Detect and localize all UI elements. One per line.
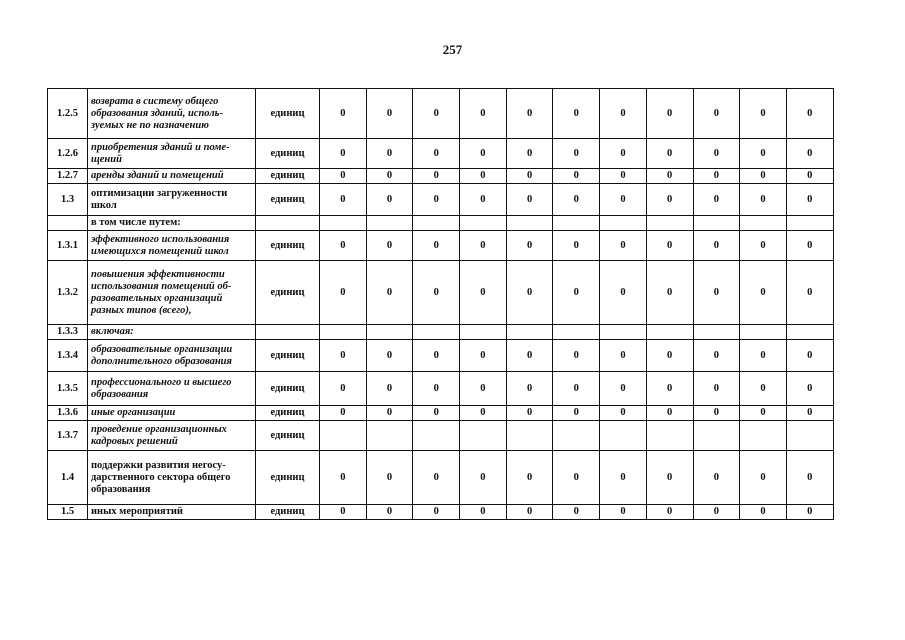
- value-cell: 0: [786, 169, 833, 184]
- value-cell: 0: [506, 89, 553, 139]
- value-cell: 0: [413, 231, 460, 261]
- value-cell: 0: [600, 451, 647, 505]
- value-cell: 0: [413, 340, 460, 372]
- table-row: [48, 169, 834, 184]
- value-cell: 0: [460, 451, 507, 505]
- value-cell: 0: [646, 406, 693, 421]
- value-cell: 0: [320, 406, 367, 421]
- value-cell: [320, 421, 367, 451]
- value-cell: 0: [553, 406, 600, 421]
- value-cell: 0: [600, 505, 647, 520]
- row-description: возврата в систему общего образования зданий, исполь-зуемых не по назначению: [88, 89, 256, 139]
- row-unit: единиц: [256, 231, 320, 261]
- value-cell: 0: [553, 89, 600, 139]
- value-cell: 0: [413, 372, 460, 406]
- value-cell: 0: [413, 261, 460, 325]
- row-number: [48, 216, 88, 231]
- value-cell: [553, 216, 600, 231]
- row-description: иных мероприятий: [88, 505, 256, 520]
- value-cell: 0: [366, 231, 413, 261]
- value-cell: 0: [366, 184, 413, 216]
- table-row: [48, 421, 834, 451]
- value-cell: [413, 325, 460, 340]
- value-cell: 0: [646, 89, 693, 139]
- value-cell: 0: [786, 451, 833, 505]
- row-number: 1.2.6: [48, 139, 88, 169]
- value-cell: [786, 216, 833, 231]
- value-cell: 0: [740, 406, 787, 421]
- row-number: 1.3.5: [48, 372, 88, 406]
- value-cell: 0: [786, 505, 833, 520]
- value-cell: 0: [646, 139, 693, 169]
- value-cell: 0: [320, 184, 367, 216]
- value-cell: 0: [460, 184, 507, 216]
- value-cell: 0: [600, 261, 647, 325]
- value-cell: [786, 421, 833, 451]
- value-cell: 0: [740, 372, 787, 406]
- value-cell: 0: [693, 139, 740, 169]
- row-unit: единиц: [256, 406, 320, 421]
- table-row: [48, 231, 834, 261]
- row-number: 1.3.6: [48, 406, 88, 421]
- value-cell: 0: [366, 505, 413, 520]
- value-cell: 0: [366, 89, 413, 139]
- value-cell: 0: [646, 372, 693, 406]
- row-number: 1.3.7: [48, 421, 88, 451]
- value-cell: 0: [693, 451, 740, 505]
- row-number: 1.3.2: [48, 261, 88, 325]
- row-number: 1.2.5: [48, 89, 88, 139]
- value-cell: 0: [646, 505, 693, 520]
- value-cell: [320, 325, 367, 340]
- value-cell: [320, 216, 367, 231]
- value-cell: [786, 325, 833, 340]
- value-cell: [366, 421, 413, 451]
- value-cell: 0: [413, 406, 460, 421]
- row-number: 1.3.4: [48, 340, 88, 372]
- value-cell: 0: [693, 340, 740, 372]
- row-description: приобретения зданий и поме-щений: [88, 139, 256, 169]
- value-cell: [600, 325, 647, 340]
- value-cell: 0: [460, 340, 507, 372]
- value-cell: [600, 421, 647, 451]
- value-cell: 0: [786, 184, 833, 216]
- value-cell: [366, 216, 413, 231]
- row-description: включая:: [88, 325, 256, 340]
- table-row: [48, 184, 834, 216]
- value-cell: 0: [506, 169, 553, 184]
- row-description: поддержки развития негосу-дарственного сектора общего образования: [88, 451, 256, 505]
- row-unit: [256, 216, 320, 231]
- value-cell: 0: [786, 340, 833, 372]
- value-cell: 0: [693, 231, 740, 261]
- table-row: [48, 340, 834, 372]
- value-cell: [646, 421, 693, 451]
- value-cell: 0: [506, 372, 553, 406]
- value-cell: [506, 421, 553, 451]
- value-cell: 0: [366, 169, 413, 184]
- value-cell: 0: [413, 89, 460, 139]
- value-cell: 0: [693, 89, 740, 139]
- row-unit: единиц: [256, 89, 320, 139]
- page-number: 257: [442, 42, 463, 57]
- row-number: 1.4: [48, 451, 88, 505]
- value-cell: 0: [506, 406, 553, 421]
- value-cell: 0: [460, 505, 507, 520]
- row-description: профессионального и высшего образования: [88, 372, 256, 406]
- row-unit: единиц: [256, 451, 320, 505]
- value-cell: 0: [553, 505, 600, 520]
- value-cell: 0: [366, 372, 413, 406]
- value-cell: 0: [600, 169, 647, 184]
- value-cell: 0: [786, 261, 833, 325]
- row-description: повышения эффективности использования помещений об-разовательных организаций разных типов (всего),: [88, 261, 256, 325]
- row-description: образовательные организации дополнительного образования: [88, 340, 256, 372]
- row-number: 1.3: [48, 184, 88, 216]
- row-description: иные организации: [88, 406, 256, 421]
- value-cell: 0: [460, 169, 507, 184]
- value-cell: 0: [740, 340, 787, 372]
- value-cell: 0: [693, 505, 740, 520]
- value-cell: 0: [646, 231, 693, 261]
- value-cell: 0: [460, 89, 507, 139]
- value-cell: 0: [366, 406, 413, 421]
- value-cell: [740, 421, 787, 451]
- table-row: [48, 406, 834, 421]
- table-row: [48, 139, 834, 169]
- value-cell: 0: [413, 139, 460, 169]
- value-cell: 0: [320, 451, 367, 505]
- table-row: [48, 451, 834, 505]
- value-cell: 0: [740, 231, 787, 261]
- table-row: [48, 505, 834, 520]
- value-cell: 0: [320, 169, 367, 184]
- value-cell: [646, 216, 693, 231]
- value-cell: 0: [600, 89, 647, 139]
- table-row: [48, 372, 834, 406]
- value-cell: [506, 216, 553, 231]
- row-description: оптимизации загруженности школ: [88, 184, 256, 216]
- value-cell: 0: [786, 231, 833, 261]
- value-cell: 0: [693, 261, 740, 325]
- value-cell: [460, 421, 507, 451]
- value-cell: 0: [460, 231, 507, 261]
- value-cell: 0: [693, 372, 740, 406]
- value-cell: 0: [693, 169, 740, 184]
- value-cell: 0: [320, 89, 367, 139]
- table-row: [48, 216, 834, 231]
- row-description: аренды зданий и помещений: [88, 169, 256, 184]
- value-cell: 0: [693, 184, 740, 216]
- row-number: 1.5: [48, 505, 88, 520]
- value-cell: 0: [646, 340, 693, 372]
- value-cell: 0: [740, 89, 787, 139]
- table-row: [48, 325, 834, 340]
- value-cell: [740, 325, 787, 340]
- value-cell: [600, 216, 647, 231]
- value-cell: 0: [786, 89, 833, 139]
- value-cell: 0: [413, 505, 460, 520]
- row-unit: единиц: [256, 505, 320, 520]
- row-unit: единиц: [256, 261, 320, 325]
- value-cell: 0: [553, 261, 600, 325]
- value-cell: 0: [320, 372, 367, 406]
- table-row: [48, 89, 834, 139]
- value-cell: 0: [460, 139, 507, 169]
- value-cell: 0: [786, 406, 833, 421]
- row-number: 1.3.1: [48, 231, 88, 261]
- data-table: [47, 88, 834, 520]
- value-cell: 0: [646, 169, 693, 184]
- value-cell: 0: [320, 505, 367, 520]
- value-cell: [553, 325, 600, 340]
- value-cell: 0: [786, 139, 833, 169]
- value-cell: 0: [413, 451, 460, 505]
- value-cell: 0: [740, 451, 787, 505]
- value-cell: 0: [740, 169, 787, 184]
- value-cell: 0: [366, 451, 413, 505]
- value-cell: 0: [786, 372, 833, 406]
- value-cell: 0: [506, 505, 553, 520]
- value-cell: [693, 325, 740, 340]
- row-unit: [256, 325, 320, 340]
- value-cell: 0: [600, 340, 647, 372]
- value-cell: [413, 421, 460, 451]
- row-description: проведение организационных кадровых решений: [88, 421, 256, 451]
- value-cell: 0: [600, 406, 647, 421]
- value-cell: 0: [553, 451, 600, 505]
- value-cell: [460, 216, 507, 231]
- value-cell: [366, 325, 413, 340]
- value-cell: 0: [553, 169, 600, 184]
- value-cell: [553, 421, 600, 451]
- value-cell: 0: [740, 184, 787, 216]
- value-cell: 0: [320, 261, 367, 325]
- value-cell: 0: [600, 184, 647, 216]
- value-cell: 0: [506, 340, 553, 372]
- value-cell: 0: [553, 340, 600, 372]
- value-cell: 0: [600, 231, 647, 261]
- value-cell: 0: [366, 139, 413, 169]
- row-description: в том числе путем:: [88, 216, 256, 231]
- value-cell: 0: [460, 372, 507, 406]
- row-unit: единиц: [256, 169, 320, 184]
- value-cell: 0: [460, 261, 507, 325]
- value-cell: 0: [460, 406, 507, 421]
- value-cell: 0: [413, 169, 460, 184]
- table-row: [48, 261, 834, 325]
- value-cell: 0: [553, 231, 600, 261]
- row-unit: единиц: [256, 139, 320, 169]
- value-cell: 0: [646, 451, 693, 505]
- row-unit: единиц: [256, 372, 320, 406]
- value-cell: 0: [506, 261, 553, 325]
- value-cell: 0: [553, 184, 600, 216]
- value-cell: 0: [320, 139, 367, 169]
- value-cell: [506, 325, 553, 340]
- value-cell: [413, 216, 460, 231]
- value-cell: 0: [600, 372, 647, 406]
- value-cell: [693, 216, 740, 231]
- value-cell: 0: [366, 261, 413, 325]
- row-unit: единиц: [256, 184, 320, 216]
- value-cell: 0: [553, 139, 600, 169]
- value-cell: 0: [740, 261, 787, 325]
- value-cell: 0: [646, 261, 693, 325]
- value-cell: 0: [693, 406, 740, 421]
- value-cell: 0: [553, 372, 600, 406]
- value-cell: 0: [506, 451, 553, 505]
- row-description: эффективного использования имеющихся помещений школ: [88, 231, 256, 261]
- value-cell: [646, 325, 693, 340]
- value-cell: 0: [646, 184, 693, 216]
- value-cell: 0: [740, 505, 787, 520]
- value-cell: 0: [366, 340, 413, 372]
- value-cell: 0: [740, 139, 787, 169]
- row-unit: единиц: [256, 421, 320, 451]
- value-cell: 0: [506, 184, 553, 216]
- row-number: 1.2.7: [48, 169, 88, 184]
- value-cell: 0: [320, 231, 367, 261]
- row-unit: единиц: [256, 340, 320, 372]
- value-cell: 0: [506, 139, 553, 169]
- value-cell: [740, 216, 787, 231]
- value-cell: [460, 325, 507, 340]
- row-number: 1.3.3: [48, 325, 88, 340]
- value-cell: 0: [413, 184, 460, 216]
- value-cell: 0: [600, 139, 647, 169]
- value-cell: [693, 421, 740, 451]
- value-cell: 0: [506, 231, 553, 261]
- value-cell: 0: [320, 340, 367, 372]
